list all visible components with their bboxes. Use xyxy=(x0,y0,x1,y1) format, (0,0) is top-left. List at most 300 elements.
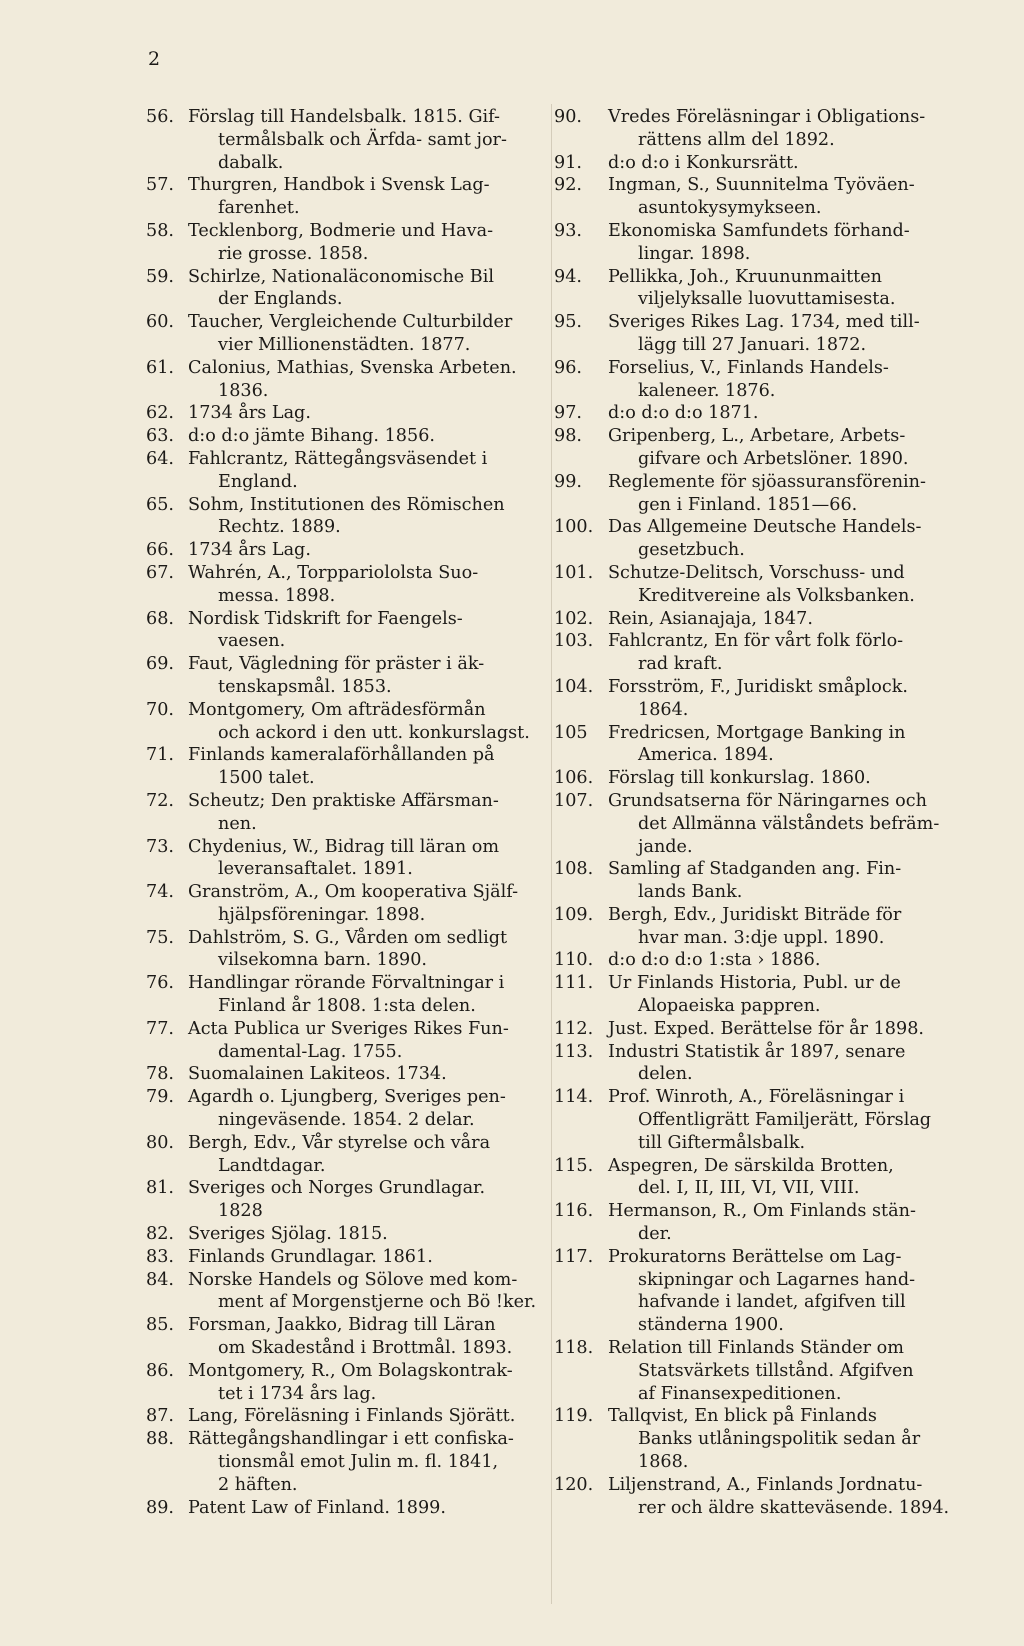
entry-line: Nordisk Tidskrift for Faengels- xyxy=(188,608,463,629)
entry-number: 91. xyxy=(554,152,582,173)
entry-number: 117. xyxy=(554,1246,594,1267)
entry-text xyxy=(188,174,541,220)
entry-text xyxy=(608,174,974,220)
catalog-entry xyxy=(554,904,974,950)
entry-line: dabalk. xyxy=(218,152,284,173)
entry-line: Rättegångshandlingar i ett confiska- xyxy=(188,1429,514,1450)
catalog-entry xyxy=(554,767,974,790)
entry-line: vier Millionenstädten. 1877. xyxy=(218,334,471,355)
column-divider xyxy=(551,104,552,1604)
entry-text xyxy=(188,425,541,448)
catalog-entry xyxy=(554,608,974,631)
entry-line: 1734 års Lag. xyxy=(188,403,311,424)
entry-number: 61. xyxy=(146,357,174,378)
entry-number: 97. xyxy=(554,403,582,424)
entry-line: Sveriges Rikes Lag. 1734, med till- xyxy=(608,312,920,333)
entry-number: 62. xyxy=(146,403,174,424)
entry-line: Scheutz; Den praktiske Affärsman- xyxy=(188,790,499,811)
entry-line: 1868. xyxy=(638,1452,689,1473)
entry-line: Schutze-Delitsch, Vorschuss- und xyxy=(608,562,905,583)
entry-line: Alopaeiska pappren. xyxy=(638,996,821,1017)
entry-text xyxy=(188,881,541,927)
entry-line: 1734 års Lag. xyxy=(188,540,311,561)
entry-text xyxy=(608,425,974,471)
entry-line: af Finansexpeditionen. xyxy=(638,1383,842,1404)
entry-line: tet i 1734 års lag. xyxy=(218,1383,377,1404)
catalog-entry xyxy=(146,699,541,745)
catalog-entry xyxy=(146,220,541,266)
entry-line: Offentligrätt Familjerätt, Förslag xyxy=(638,1110,932,1131)
entry-text xyxy=(608,1041,974,1087)
entry-line: gifvare och Arbetslöner. 1890. xyxy=(638,448,909,469)
entry-number: 71. xyxy=(146,745,174,766)
entry-line: lingar. 1898. xyxy=(638,243,751,264)
entry-text xyxy=(188,1428,541,1496)
entry-line: ningeväsende. 1854. 2 delar. xyxy=(218,1110,475,1131)
entry-number: 94. xyxy=(554,266,582,287)
entry-text xyxy=(188,744,541,790)
right-column xyxy=(554,106,974,1519)
entry-text xyxy=(188,106,541,174)
entry-line: Faut, Vägledning för präster i äk- xyxy=(188,654,485,675)
catalog-entry xyxy=(146,972,541,1018)
entry-line: rie grosse. 1858. xyxy=(218,243,369,264)
entry-text xyxy=(188,562,541,608)
entry-text xyxy=(188,790,541,836)
entry-line: Dahlström, S. G., Vården om sedligt xyxy=(188,927,508,948)
entry-number: 114. xyxy=(554,1087,594,1108)
entry-text xyxy=(608,1086,974,1154)
entry-number: 92. xyxy=(554,175,582,196)
entry-line: Banks utlåningspolitik sedan år xyxy=(638,1429,921,1450)
entry-line: nen. xyxy=(218,813,257,834)
catalog-entry xyxy=(146,1314,541,1360)
entry-number: 85. xyxy=(146,1315,174,1336)
catalog-entry xyxy=(554,402,974,425)
entry-line: Patent Law of Finland. 1899. xyxy=(188,1497,446,1518)
entry-text xyxy=(608,608,974,631)
entry-text xyxy=(608,1474,974,1520)
catalog-entry xyxy=(146,425,541,448)
entry-text xyxy=(608,152,974,175)
catalog-entry xyxy=(554,106,974,152)
catalog-entry xyxy=(146,608,541,654)
catalog-entry xyxy=(146,1497,541,1520)
entry-line: lands Bank. xyxy=(638,882,743,903)
catalog-entry xyxy=(554,790,974,858)
entry-text xyxy=(608,790,974,858)
entry-text xyxy=(608,106,974,152)
entry-text xyxy=(188,1246,541,1269)
entry-line: gesetzbuch. xyxy=(638,540,745,561)
entry-text xyxy=(608,676,974,722)
entry-text xyxy=(188,1177,541,1223)
entry-line: hvar man. 3:dje uppl. 1890. xyxy=(638,927,885,948)
catalog-entry xyxy=(554,1405,974,1473)
entry-line: det Allmänna välståndets befräm- xyxy=(638,813,940,834)
entry-line: Kreditvereine als Volksbanken. xyxy=(638,585,915,606)
entry-text xyxy=(188,1086,541,1132)
catalog-entry xyxy=(146,1063,541,1086)
entry-text xyxy=(188,972,541,1018)
entry-number: 69. xyxy=(146,654,174,675)
catalog-entry xyxy=(146,1428,541,1496)
catalog-entry xyxy=(554,1018,974,1041)
entry-line: Fredricsen, Mortgage Banking in xyxy=(608,722,906,743)
entry-text xyxy=(188,1314,541,1360)
entry-line: Fahlcrantz, Rättegångsväsendet i xyxy=(188,448,488,469)
entry-number: 116. xyxy=(554,1201,594,1222)
entry-line: rer och äldre skatteväsende. 1894. xyxy=(638,1497,950,1518)
catalog-entry xyxy=(554,174,974,220)
catalog-entry xyxy=(146,106,541,174)
entry-line: messa. 1898. xyxy=(218,585,336,606)
entry-line: 1864. xyxy=(638,699,689,720)
entry-line: Suomalainen Lakiteos. 1734. xyxy=(188,1064,447,1085)
entry-text xyxy=(188,653,541,699)
entry-number: 107. xyxy=(554,790,594,811)
catalog-entry xyxy=(146,357,541,403)
entry-number: 98. xyxy=(554,426,582,447)
entry-line: delen. xyxy=(638,1064,693,1085)
entry-number: 95. xyxy=(554,312,582,333)
catalog-entry xyxy=(554,357,974,403)
entry-line: damental-Lag. 1755. xyxy=(218,1041,403,1062)
entry-text xyxy=(188,927,541,973)
entry-text xyxy=(608,516,974,562)
entry-number: 57. xyxy=(146,175,174,196)
entry-line: lägg till 27 Januari. 1872. xyxy=(638,334,867,355)
entry-number: 102. xyxy=(554,608,594,629)
entry-number: 74. xyxy=(146,882,174,903)
entry-line: Aspegren, De särskilda Brotten, xyxy=(608,1155,894,1176)
entry-number: 108. xyxy=(554,859,594,880)
entry-number: 81. xyxy=(146,1178,174,1199)
catalog-entry xyxy=(146,266,541,312)
entry-text xyxy=(188,1063,541,1086)
entry-number: 59. xyxy=(146,266,174,287)
entry-text xyxy=(608,471,974,517)
page-number: 2 xyxy=(148,48,161,70)
catalog-entry xyxy=(554,949,974,972)
entry-line: Just. Exped. Berättelse för år 1898. xyxy=(608,1018,924,1039)
entry-number: 83. xyxy=(146,1246,174,1267)
entry-line: Finlands Grundlagar. 1861. xyxy=(188,1246,433,1267)
entry-line: d:o d:o d:o 1:sta › 1886. xyxy=(608,950,821,971)
entry-number: 104. xyxy=(554,676,594,697)
entry-line: asuntokysymykseen. xyxy=(638,198,822,219)
entry-text xyxy=(608,220,974,266)
entry-number: 64. xyxy=(146,448,174,469)
catalog-entry xyxy=(146,744,541,790)
entry-line: Granström, A., Om kooperativa Själf- xyxy=(188,882,519,903)
catalog-entry xyxy=(146,881,541,927)
entry-text xyxy=(188,448,541,494)
entry-text xyxy=(188,539,541,562)
entry-line: leveransaftalet. 1891. xyxy=(218,859,413,880)
entry-text xyxy=(188,1497,541,1520)
catalog-entry xyxy=(146,539,541,562)
catalog-entry xyxy=(554,311,974,357)
entry-text xyxy=(608,266,974,312)
catalog-entry xyxy=(554,1041,974,1087)
entry-line: Prokuratorns Berättelse om Lag- xyxy=(608,1246,902,1267)
entry-line: d:o d:o i Konkursrätt. xyxy=(608,152,799,173)
entry-number: 60. xyxy=(146,312,174,333)
catalog-entry xyxy=(554,152,974,175)
catalog-entry xyxy=(554,471,974,517)
entry-line: Bergh, Edv., Juridiskt Biträde för xyxy=(608,904,902,925)
entry-text xyxy=(608,630,974,676)
catalog-entry xyxy=(146,174,541,220)
entry-text xyxy=(608,357,974,403)
entry-text xyxy=(608,1337,974,1405)
entry-text xyxy=(188,402,541,425)
entry-text xyxy=(188,494,541,540)
entry-text xyxy=(188,836,541,882)
entry-line: Rein, Asianajaja, 1847. xyxy=(608,608,813,629)
entry-text xyxy=(188,1360,541,1406)
entry-line: till Giftermålsbalk. xyxy=(638,1132,806,1153)
catalog-entry xyxy=(554,858,974,904)
entry-number: 106. xyxy=(554,768,594,789)
catalog-entry xyxy=(146,653,541,699)
entry-line: Calonius, Mathias, Svenska Arbeten. xyxy=(188,357,517,378)
catalog-entry xyxy=(554,220,974,266)
entry-number: 99. xyxy=(554,471,582,492)
entry-number: 118. xyxy=(554,1338,594,1359)
catalog-entry xyxy=(146,1018,541,1064)
entry-line: Thurgren, Handbok i Svensk Lag- xyxy=(188,175,490,196)
catalog-entry xyxy=(146,402,541,425)
entry-line: Norske Handels og Sölove med kom- xyxy=(188,1269,518,1290)
entry-line: hafvande i landet, afgifven till xyxy=(638,1292,906,1313)
entry-number: 88. xyxy=(146,1429,174,1450)
entry-line: Sveriges och Norges Grundlagar. xyxy=(188,1178,486,1199)
entry-line: Forsström, F., Juridiskt småplock. xyxy=(608,676,908,697)
entry-line: rättens allm del 1892. xyxy=(638,129,835,150)
entry-number: 70. xyxy=(146,699,174,720)
entry-line: Sohm, Institutionen des Römischen xyxy=(188,494,505,515)
entry-line: der. xyxy=(638,1224,672,1245)
entry-line: Chydenius, W., Bidrag till läran om xyxy=(188,836,500,857)
entry-line: Montgomery, R., Om Bolagskontrak- xyxy=(188,1360,513,1381)
entry-line: och ackord i den utt. konkurslagst. xyxy=(218,722,530,743)
entry-number: 84. xyxy=(146,1269,174,1290)
entry-line: Forselius, V., Finlands Handels- xyxy=(608,357,889,378)
entry-number: 86. xyxy=(146,1360,174,1381)
entry-line: Hermanson, R., Om Finlands stän- xyxy=(608,1201,916,1222)
entry-line: der Englands. xyxy=(218,289,343,310)
catalog-entry xyxy=(554,562,974,608)
entry-number: 77. xyxy=(146,1018,174,1039)
entry-number: 105 xyxy=(554,722,588,743)
entry-number: 103. xyxy=(554,631,594,652)
catalog-entry xyxy=(554,1474,974,1520)
entry-text xyxy=(608,562,974,608)
entry-text xyxy=(188,1269,541,1315)
catalog-entry xyxy=(146,1246,541,1269)
entry-number: 80. xyxy=(146,1132,174,1153)
entry-line: England. xyxy=(218,471,298,492)
entry-number: 65. xyxy=(146,494,174,515)
entry-text xyxy=(608,311,974,357)
entry-line: Forsman, Jaakko, Bidrag till Läran xyxy=(188,1315,496,1336)
entry-number: 112. xyxy=(554,1018,594,1039)
entry-text xyxy=(188,311,541,357)
catalog-entry xyxy=(554,1200,974,1246)
entry-text xyxy=(608,972,974,1018)
catalog-entry xyxy=(146,927,541,973)
entry-line: Gripenberg, L., Arbetare, Arbets- xyxy=(608,426,906,447)
catalog-entry xyxy=(554,972,974,1018)
entry-number: 79. xyxy=(146,1087,174,1108)
entry-line: ment af Morgenstjerne och Bö !ker. xyxy=(218,1292,537,1313)
entry-line: d:o d:o jämte Bihang. 1856. xyxy=(188,426,435,447)
entry-line: Sveriges Sjölag. 1815. xyxy=(188,1224,388,1245)
catalog-entry xyxy=(554,1155,974,1201)
entry-number: 76. xyxy=(146,973,174,994)
entry-line: Prof. Winroth, A., Föreläsningar i xyxy=(608,1087,905,1108)
entry-text xyxy=(188,608,541,654)
entry-line: Tecklenborg, Bodmerie und Hava- xyxy=(188,220,494,241)
entry-number: 101. xyxy=(554,562,594,583)
entry-line: Ingman, S., Suunnitelma Työväen- xyxy=(608,175,915,196)
entry-line: Agardh o. Ljungberg, Sveriges pen- xyxy=(188,1087,506,1108)
entry-line: Rechtz. 1889. xyxy=(218,517,341,538)
catalog-entry xyxy=(146,1223,541,1246)
entry-line: Reglemente för sjöassuransförenin- xyxy=(608,471,926,492)
entry-line: Ur Finlands Historia, Publ. ur de xyxy=(608,973,901,994)
catalog-entry xyxy=(554,1246,974,1337)
entry-line: jande. xyxy=(638,836,693,857)
entry-line: termålsbalk och Ärfda- samt jor- xyxy=(218,129,507,150)
entry-text xyxy=(608,1155,974,1201)
entry-line: om Skadestånd i Brottmål. 1893. xyxy=(218,1338,513,1359)
entry-line: Acta Publica ur Sveriges Rikes Fun- xyxy=(188,1018,509,1039)
entry-text xyxy=(608,402,974,425)
left-column xyxy=(146,106,541,1519)
catalog-entry xyxy=(554,266,974,312)
entry-text xyxy=(608,1246,974,1337)
entry-line: Handlingar rörande Förvaltningar i xyxy=(188,973,505,994)
entry-line: Montgomery, Om afträdesförmån xyxy=(188,699,486,720)
catalog-entry xyxy=(554,1086,974,1154)
entry-number: 68. xyxy=(146,608,174,629)
entry-number: 110. xyxy=(554,950,594,971)
catalog-entry xyxy=(146,1405,541,1428)
entry-line: Schirlze, Nationaläconomische Bil xyxy=(188,266,494,287)
catalog-entry xyxy=(146,1086,541,1132)
catalog-entry xyxy=(554,425,974,471)
entry-line: Lang, Föreläsning i Finlands Sjörätt. xyxy=(188,1406,516,1427)
entry-line: hjälpsföreningar. 1898. xyxy=(218,904,426,925)
entry-number: 111. xyxy=(554,973,594,994)
entry-line: Fahlcrantz, En för vårt folk förlo- xyxy=(608,631,904,652)
entry-line: Grundsatserna för Näringarnes och xyxy=(608,790,927,811)
catalog-entry xyxy=(146,1132,541,1178)
entry-text xyxy=(608,904,974,950)
entry-line: del. I, II, III, VI, VII, VIII. xyxy=(638,1178,860,1199)
catalog-entry xyxy=(554,722,974,768)
entry-line: Förslag till konkurslag. 1860. xyxy=(608,768,871,789)
entry-text xyxy=(188,1018,541,1064)
entry-number: 58. xyxy=(146,220,174,241)
entry-number: 82. xyxy=(146,1224,174,1245)
entry-number: 115. xyxy=(554,1155,594,1176)
entry-line: skipningar och Lagarnes hand- xyxy=(638,1269,916,1290)
entry-number: 109. xyxy=(554,904,594,925)
entry-line: tionsmål emot Julin m. fl. 1841, xyxy=(218,1452,499,1473)
catalog-entry xyxy=(554,516,974,562)
entry-line: Finlands kameralaförhållanden på xyxy=(188,745,495,766)
entry-line: Taucher, Vergleichende Culturbilder xyxy=(188,312,513,333)
entry-line: Vredes Föreläsningar i Obligations- xyxy=(608,107,926,127)
entry-text xyxy=(608,722,974,768)
entry-number: 96. xyxy=(554,357,582,378)
entry-line: Industri Statistik år 1897, senare xyxy=(608,1041,906,1062)
catalog-entry xyxy=(146,494,541,540)
catalog-entry xyxy=(554,676,974,722)
entry-line: Tallqvist, En blick på Finlands xyxy=(608,1406,877,1427)
entry-text xyxy=(608,1200,974,1246)
entry-line: Relation till Finlands Ständer om xyxy=(608,1338,904,1359)
entry-number: 93. xyxy=(554,220,582,241)
entry-text xyxy=(608,949,974,972)
catalog-entry xyxy=(146,836,541,882)
entry-line: Förslag till Handelsbalk. 1815. Gif- xyxy=(188,107,500,127)
entry-line: ständerna 1900. xyxy=(638,1315,784,1336)
entry-number: 66. xyxy=(146,540,174,561)
entry-line: vilsekomna barn. 1890. xyxy=(218,950,428,971)
entry-text xyxy=(608,858,974,904)
catalog-entry xyxy=(146,1360,541,1406)
entry-line: Wahrén, A., Torppariololsta Suo- xyxy=(188,562,479,583)
entry-line: farenhet. xyxy=(218,198,300,219)
entry-text xyxy=(188,220,541,266)
catalog-entry xyxy=(146,1177,541,1223)
entry-line: Bergh, Edv., Vår styrelse och våra xyxy=(188,1132,491,1153)
entry-line: Statsvärkets tillstånd. Afgifven xyxy=(638,1360,914,1381)
entry-line: 2 häften. xyxy=(218,1474,298,1495)
entry-text xyxy=(188,1223,541,1246)
catalog-entry xyxy=(146,790,541,836)
entry-number: 73. xyxy=(146,836,174,857)
entry-text xyxy=(188,1405,541,1428)
entry-line: rad kraft. xyxy=(638,654,723,675)
entry-number: 113. xyxy=(554,1041,594,1062)
catalog-entry xyxy=(146,311,541,357)
entry-text xyxy=(188,357,541,403)
entry-line: Liljenstrand, A., Finlands Jordnatu- xyxy=(608,1474,923,1495)
entry-line: gen i Finland. 1851—66. xyxy=(638,494,858,515)
entry-number: 100. xyxy=(554,517,594,538)
entry-number: 78. xyxy=(146,1064,174,1085)
catalog-entry xyxy=(554,630,974,676)
entry-text xyxy=(188,699,541,745)
entry-number: 120. xyxy=(554,1474,594,1495)
entry-number: 63. xyxy=(146,426,174,447)
entry-line: viljelyksalle luovuttamisesta. xyxy=(638,289,896,310)
entry-number: 67. xyxy=(146,562,174,583)
entry-text xyxy=(608,1405,974,1473)
catalog-entry xyxy=(554,1337,974,1405)
entry-line: Samling af Stadganden ang. Fin- xyxy=(608,859,902,880)
catalog-entry xyxy=(146,562,541,608)
entry-line: Landtdagar. xyxy=(218,1155,326,1176)
entry-line: 1500 talet. xyxy=(218,768,315,789)
entry-number: 89. xyxy=(146,1497,174,1518)
